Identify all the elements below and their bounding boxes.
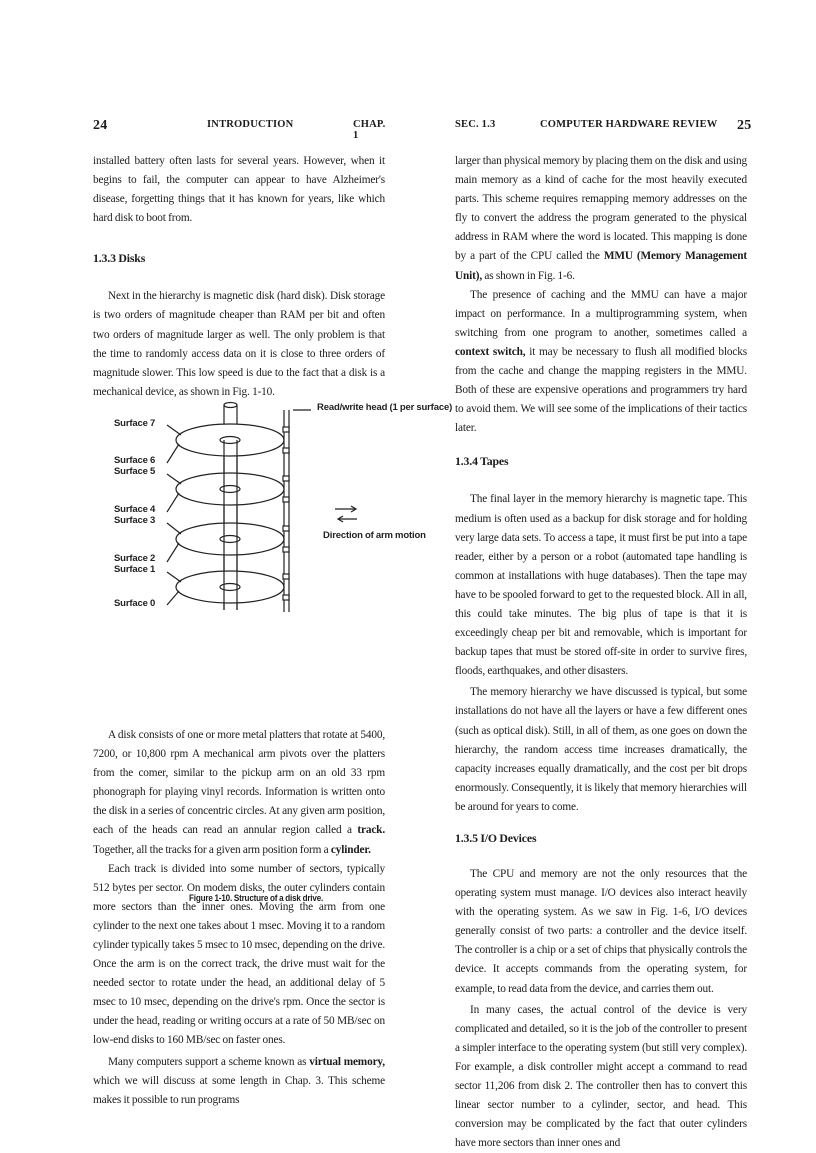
- term-cylinder: cylinder.: [330, 843, 371, 856]
- right-page-body: [455, 152, 747, 1153]
- left-page-header: [93, 118, 386, 141]
- left-page-number: 24: [93, 118, 108, 133]
- heading-io-devices: 1.3.5 I/O Devices: [455, 831, 537, 845]
- vm-text-a: Many computers support a scheme known as: [108, 1055, 307, 1068]
- figure-caption: Figure 1-10. Structure of a disk drive.: [189, 892, 324, 904]
- arm-motion-label: Direction of arm motion: [323, 529, 426, 541]
- paragraph-platters: [93, 726, 385, 860]
- term-context-switch: context switch,: [455, 345, 526, 358]
- term-mmu: MMU (Memory Management Unit),: [455, 250, 747, 282]
- heading-tapes: 1.3.4 Tapes: [455, 454, 509, 469]
- term-track: track.: [357, 824, 385, 837]
- surface-label: Surface 2: [114, 552, 156, 564]
- paragraph-hierarchy: The memory hierarchy we have discussed is typical, but some installations do not have all the layers or have a few different ones (such as optical disk). Still, in all of them, as one goes on down the hierarchy, the random access time increases dramatically, the capacity increases equally dramatically, and the cost per bit drops enormously. Consequently, it is likely that memory hierarchies will be around for years to come.: [455, 686, 747, 813]
- paragraph-virtual-memory: [93, 1053, 385, 1110]
- paragraph-caching: [455, 286, 747, 439]
- mmu-text-b: as shown in Fig. 1-6.: [484, 269, 575, 282]
- paragraph-disks: Next in the hierarchy is magnetic disk (hard disk). Disk storage is two orders of magnitude cheaper than RAM per bit and often two orders of magnitude larger as well. The only problem is that the time to randomly access data on it is close to three orders of magnitude slower. This low speed is due to the fact that a disk is a mechanical device, as shown in Fig. 1-10.: [93, 290, 385, 398]
- heading-disks: 1.3.3 Disks: [93, 251, 146, 266]
- term-virtual-memory: virtual memory,: [309, 1055, 385, 1068]
- paragraph-tapes: The final layer in the memory hierarchy is magnetic tape. This medium is often used as a backup for disk storage and for holding very large data sets. To access a tape, it must first be put into a tape reader, either by a person or a robot (automated tape handling is common at installations with huge databases). Then the tape may have to be spooled forward to get to the requested block. All in all, this could take minutes. The big plus of tape is that it is exceedingly cheap per bit and removable, which is important for backup tapes that must be stored off-site in order to survive fires, floods, earthquakes, and other disasters.: [455, 493, 747, 678]
- surface-label: Surface 6: [114, 454, 156, 466]
- right-page-header: [455, 118, 752, 135]
- platter-top: [176, 424, 284, 456]
- head-label: Read/write head (1 per surface): [317, 401, 453, 413]
- surface-label: Surface 0: [114, 597, 156, 609]
- surface-label: Surface 7: [114, 417, 156, 429]
- vm-text-b: which we will discuss at some length in Chap. 3. This scheme makes it possible to run programs: [93, 1074, 385, 1106]
- left-page-body: [93, 152, 453, 1110]
- disk-drive-diagram: [113, 401, 453, 712]
- cache-text-a: The presence of caching and the MMU can have a major impact on performance. In a multiprogramming system, when switching from one program to another, sometimes called a: [455, 288, 747, 339]
- paragraph-controller: In many cases, the actual control of the device is very complicated and detailed, so it is the job of the controller to present a simpler interface to the operating system (but still very complex). For example, a disk controller might accept a command to read sector 11,206 from disk 2. The controller then has to convert this linear sector number to a cylinder, sector, and head. This conversion may be complicated by the fact that outer cylinders have more sectors than inner ones and: [455, 1003, 747, 1150]
- left-chapter-label: CHAP. 1: [353, 119, 386, 141]
- paragraph-battery: installed battery often lasts for several years. However, when it begins to fail, the computer can appear to have Alzheimer's disease, forgetting things that it has known for years, like which hard disk to boot from.: [93, 155, 385, 225]
- mmu-text-a: larger than physical memory by placing them on the disk and using main memory as a kind of cache for the most heavily executed parts. This scheme requires remapping memory addresses on the fly to convert the address the program generated to the physical address in RAM where the word is located. This mapping is done by a part of the CPU called the: [455, 155, 747, 263]
- surface-label: Surface 5: [114, 465, 156, 477]
- surface-label: Surface 1: [114, 563, 156, 575]
- platter-bottom: [176, 571, 284, 603]
- paragraph-sectors: Each track is divided into some number of sectors, typically 512 bytes per sector. On modem disks, the outer cylinders contain more sectors than the inner ones. Moving the arm from one cylinder to the next one takes about 1 msec. Moving it to a random cylinder typically takes 5 msec to 10 msec, depending on the drive. Once the arm is on the correct track, the drive must wait for the needed sector to rotate under the head, an additional delay of 5 msec to 10 msec, depending on the drive's rpm. Once the sector is under the head, reading or writing occurs at a rate of 50 MB/sec on low-end disks to 160 MB/sec on faster ones.: [93, 862, 385, 1047]
- platters-text-a: A disk consists of one or more metal platters that rotate at 5400, 7200, or 10,800 rpm A mechanical arm pivots over the platters from the comer, similar to the pickup arm on an old 33 rpm phonograph for playing vinyl records. Information is written onto the disk in a series of concentric circles. At any given arm position, each of the heads can read an annular region called a: [93, 728, 385, 837]
- paragraph-mmu: [455, 152, 747, 286]
- right-page-number: 25: [737, 118, 752, 133]
- right-section-label: SEC. 1.3: [455, 119, 496, 130]
- surface-label: Surface 4: [114, 503, 156, 515]
- left-running-title: INTRODUCTION: [207, 119, 294, 130]
- paragraph-io: The CPU and memory are not the only resources that the operating system must manage. I/O devices also interact heavily with the operating system. As we saw in Fig. 1-6, I/O devices generally consist of two parts: a controller and the device itself. The controller is a chip or a set of chips that physically controls the device. It accepts commands from the operating system, for example, to read data from the device, and carries them out.: [455, 868, 747, 995]
- surface-label: Surface 3: [114, 514, 156, 526]
- platters-text-b: Together, all the tracks for a given arm position form a: [93, 843, 329, 856]
- right-running-title: COMPUTER HARDWARE REVIEW: [540, 119, 718, 130]
- cache-text-b: it may be necessary to flush all modified blocks from the cache and change the mapping registers in the MMU. Both of these are expensive operations and programmers try hard to avoid them. We will see some of the implications of their tactics later.: [455, 345, 748, 435]
